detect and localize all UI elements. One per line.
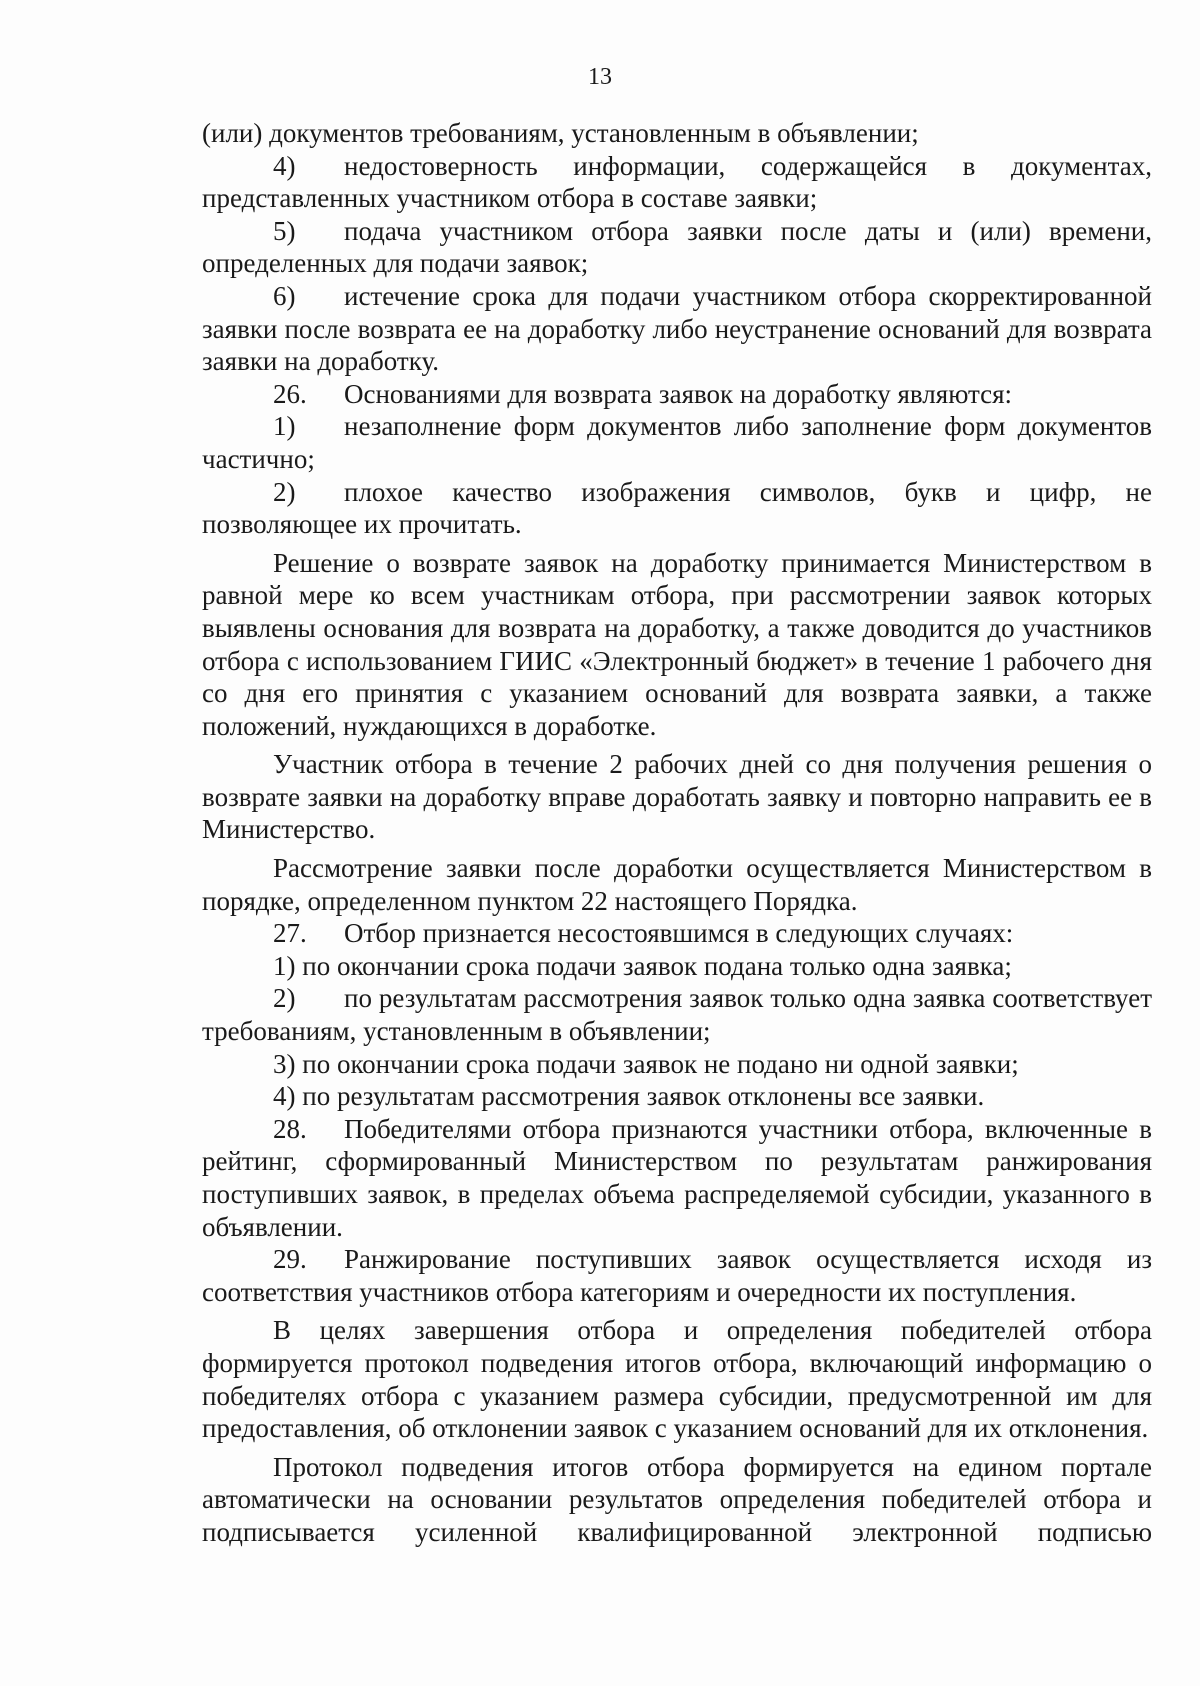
list-item bbox=[202, 982, 1152, 1047]
clause-number: 27. bbox=[273, 918, 307, 949]
paragraph: Решение о возврате заявок на доработку принимается Министерством в равной мере ко всем участникам отбора, при рассмотрении заявок которых выявлены основания для возврата на доработку, а также доводится до участников отбора с использованием ГИИС «Электронный бюджет» в течение 1 рабочего дня со дня его принятия с указанием оснований для возврата заявки, а также положений, нуждающихся в доработке. bbox=[202, 547, 1152, 741]
clause-text: Ранжирование поступивших заявок осуществляется исходя из соответствия участников отбора категориям и очередности их поступления. bbox=[202, 1244, 1152, 1307]
paragraph: В целях завершения отбора и определения победителей отбора формируется протокол подведения итогов отбора, включающий информацию о победителях отбора с указанием размера субсидии, предусмотренной им для предоставления, об отклонении заявок с указанием оснований для их отклонения. bbox=[202, 1315, 1152, 1444]
item-text: подача участником отбора заявки после даты и (или) времени, определенных для подачи заявок; bbox=[202, 215, 1152, 279]
item-text: по результатам рассмотрения заявок только одна заявка соответствует требованиям, установленным в объявлении; bbox=[202, 983, 1152, 1047]
list-item bbox=[202, 215, 1152, 280]
clause bbox=[202, 378, 1152, 411]
clause bbox=[202, 1113, 1152, 1243]
clause-number: 29. bbox=[273, 1244, 307, 1275]
clause-number: 28. bbox=[273, 1113, 307, 1144]
clause-text: Отбор признается несостоявшимся в следующих случаях: bbox=[344, 918, 1014, 949]
list-item bbox=[202, 1080, 1152, 1113]
paragraph: (или) документов требованиям, установленным в объявлении; bbox=[202, 118, 919, 148]
clause-number: 26. bbox=[273, 378, 307, 409]
document-body bbox=[202, 117, 1152, 1549]
list-item bbox=[202, 410, 1152, 475]
item-text: 4) по результатам рассмотрения заявок отклонены все заявки. bbox=[273, 1081, 985, 1112]
list-item bbox=[202, 280, 1152, 378]
item-text: незаполнение форм документов либо заполнение форм документов частично; bbox=[202, 411, 1152, 474]
list-item bbox=[202, 476, 1152, 541]
clause-text: Основаниями для возврата заявок на доработку являются: bbox=[344, 378, 1013, 409]
list-item bbox=[202, 950, 1152, 983]
page-number: 13 bbox=[588, 64, 612, 90]
item-number: 1) bbox=[273, 411, 296, 442]
clause bbox=[202, 1243, 1152, 1308]
item-text: плохое качество изображения символов, букв и цифр, не позволяющее их прочитать. bbox=[202, 476, 1152, 540]
paragraph: Участник отбора в течение 2 рабочих дней со дня получения решения о возврате заявки на доработку вправе доработать заявку и повторно направить ее в Министерство. bbox=[202, 749, 1152, 845]
paragraph: Рассмотрение заявки после доработки осуществляется Министерством в порядке, определенном пунктом 22 настоящего Порядка. bbox=[202, 853, 1152, 916]
paragraph: Протокол подведения итогов отбора формируется на едином портале автоматически на основании результатов определения победителей отбора и подписывается усиленной квалифицированной электронной подписью bbox=[202, 1451, 1152, 1547]
item-text: истечение срока для подачи участником отбора скорректированной заявки после возврата ее на доработку либо неустранение оснований для возврата заявки на доработку. bbox=[202, 280, 1152, 377]
item-number: 5) bbox=[273, 215, 296, 246]
item-number: 2) bbox=[273, 983, 296, 1014]
item-number: 6) bbox=[273, 280, 296, 311]
item-text: 3) по окончании срока подачи заявок не подано ни одной заявки; bbox=[273, 1048, 1019, 1079]
item-number: 2) bbox=[273, 476, 296, 507]
list-item bbox=[202, 150, 1152, 215]
item-text: недостоверность информации, содержащейся в документах, представленных участником отбора в составе заявки; bbox=[202, 150, 1152, 214]
clause-text: Победителями отбора признаются участники отбора, включенные в рейтинг, сформированный Министерством по результатам ранжирования поступивших заявок, в пределах объема распределяемой субсидии, указанного в объявлении. bbox=[202, 1113, 1152, 1242]
item-number: 4) bbox=[273, 150, 296, 181]
item-text: 1) по окончании срока подачи заявок подана только одна заявка; bbox=[273, 950, 1012, 981]
list-item bbox=[202, 1048, 1152, 1081]
clause bbox=[202, 917, 1152, 950]
